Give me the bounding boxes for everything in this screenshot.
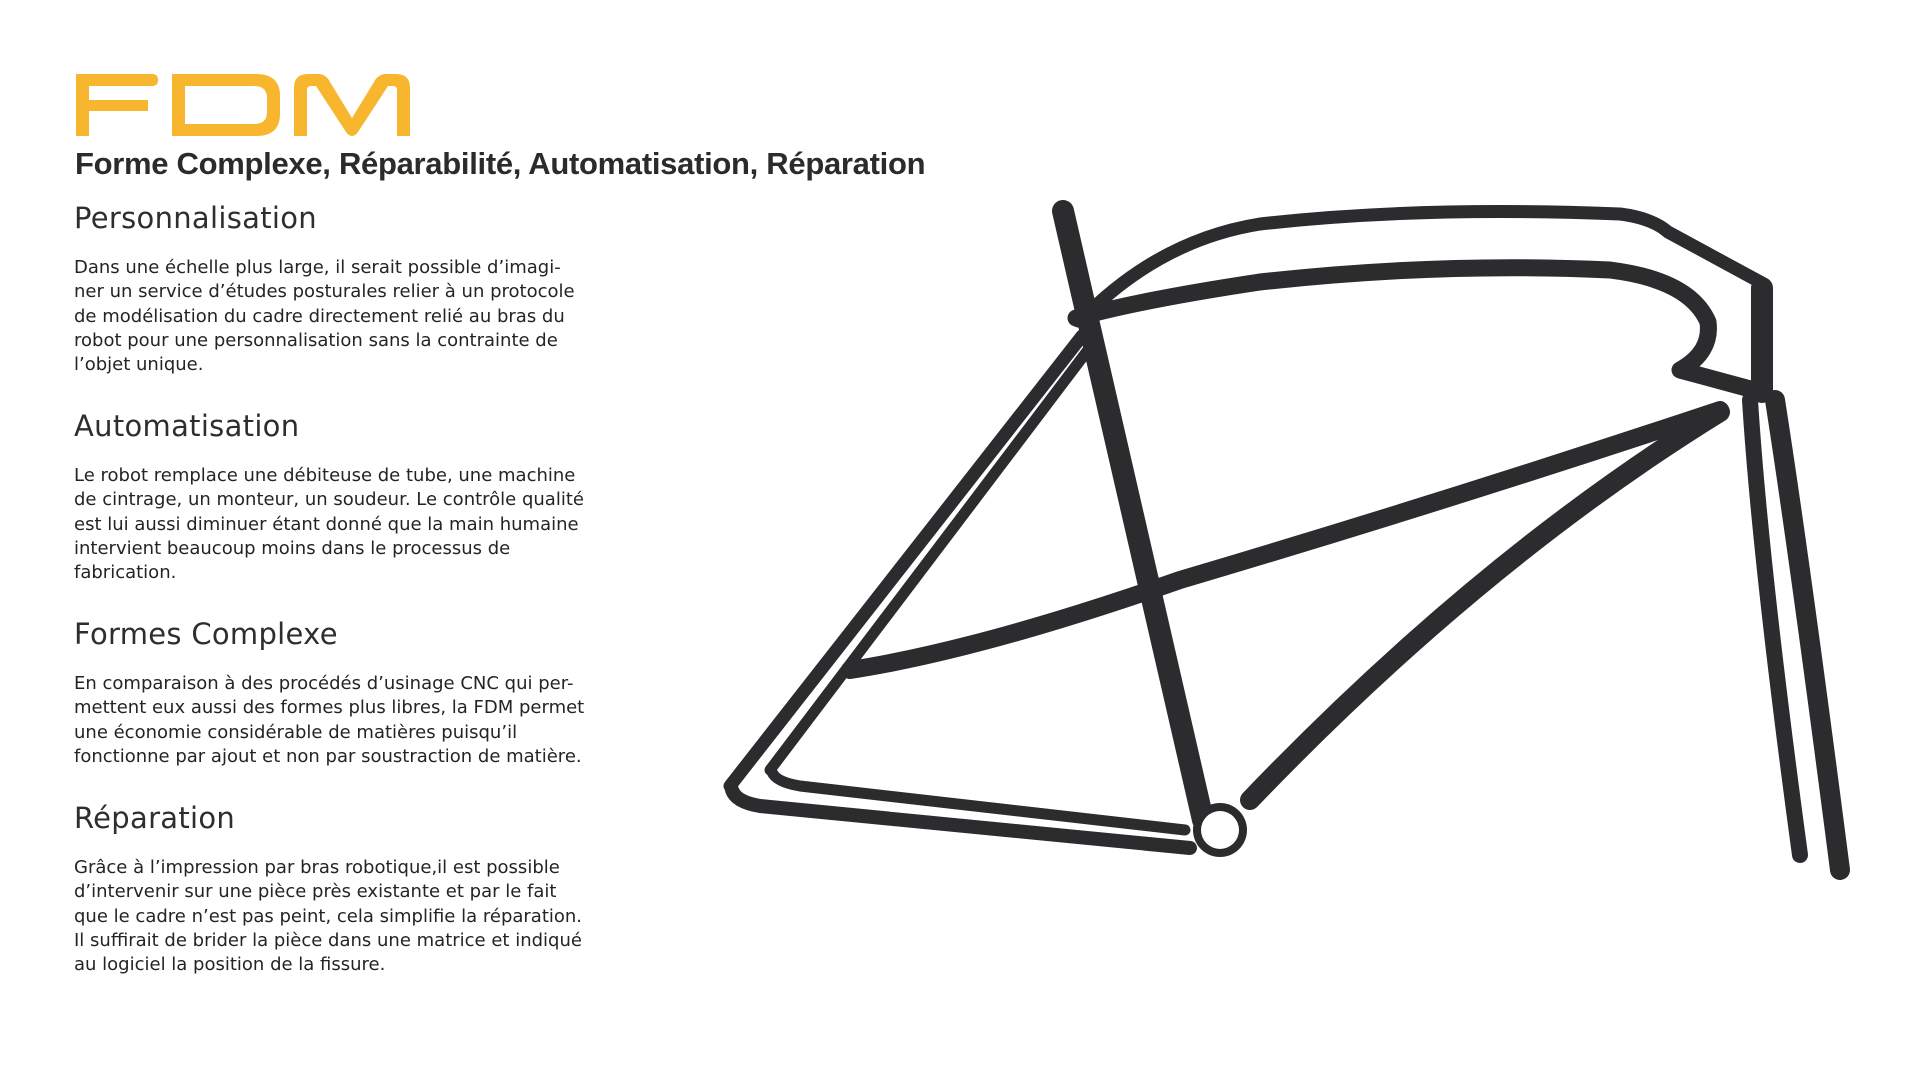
section-title: Formes Complexe bbox=[74, 617, 338, 651]
section-title: Réparation bbox=[74, 801, 236, 835]
fdm-logo bbox=[76, 74, 410, 136]
seat-cluster bbox=[1068, 308, 1096, 328]
section-automatisation bbox=[74, 406, 644, 585]
top-tube-lower bbox=[1076, 268, 1754, 390]
section-body: Le robot remplace une débiteuse de tube, une machine de cintrage, un monteur, un soudeur. Le contrôle qualité est lui aussi diminuer étant donné que la main humaine intervient beaucoup moins dans le processus de fabrication. bbox=[74, 465, 584, 584]
section-formes-complexe bbox=[74, 614, 644, 769]
section-body: En comparaison à des procédés d’usinage CNC qui per- mettent eux aussi des formes plus libres, la FDM permet une économie considérable de matières puisqu’il fonctionne par ajout et non par soustraction de matière. bbox=[74, 673, 585, 767]
section-title: Personnalisation bbox=[74, 201, 317, 235]
section-body: Dans une échelle plus large, il serait possible d’imagi- ner un service d’études posturales relier à un protocole de modélisation du cadre directement relié au bras du robot pour une personnalisation sans la contrainte de l’objet unique. bbox=[74, 257, 575, 376]
page-subtitle: Forme Complexe, Réparabilité, Automatisation, Réparation bbox=[75, 146, 926, 181]
bicycle-frame-image bbox=[700, 190, 1880, 890]
section-reparation bbox=[74, 798, 644, 977]
seat-stay-inner bbox=[770, 350, 1088, 770]
down-tube-lower bbox=[1250, 412, 1720, 800]
seat-stay-outer bbox=[730, 336, 1082, 786]
section-personnalisation bbox=[74, 198, 644, 377]
section-body: Grâce à l’impression par bras robotique,il est possible d’intervenir sur une pièce près existante et par le fait que le cadre n’est pas peint, cela simplifie la réparation. Il suffirait de brider la pièce dans une matrice et indiqué au logiciel la position de la fissure. bbox=[74, 857, 583, 976]
down-tube bbox=[850, 410, 1720, 670]
section-title: Automatisation bbox=[74, 409, 300, 443]
